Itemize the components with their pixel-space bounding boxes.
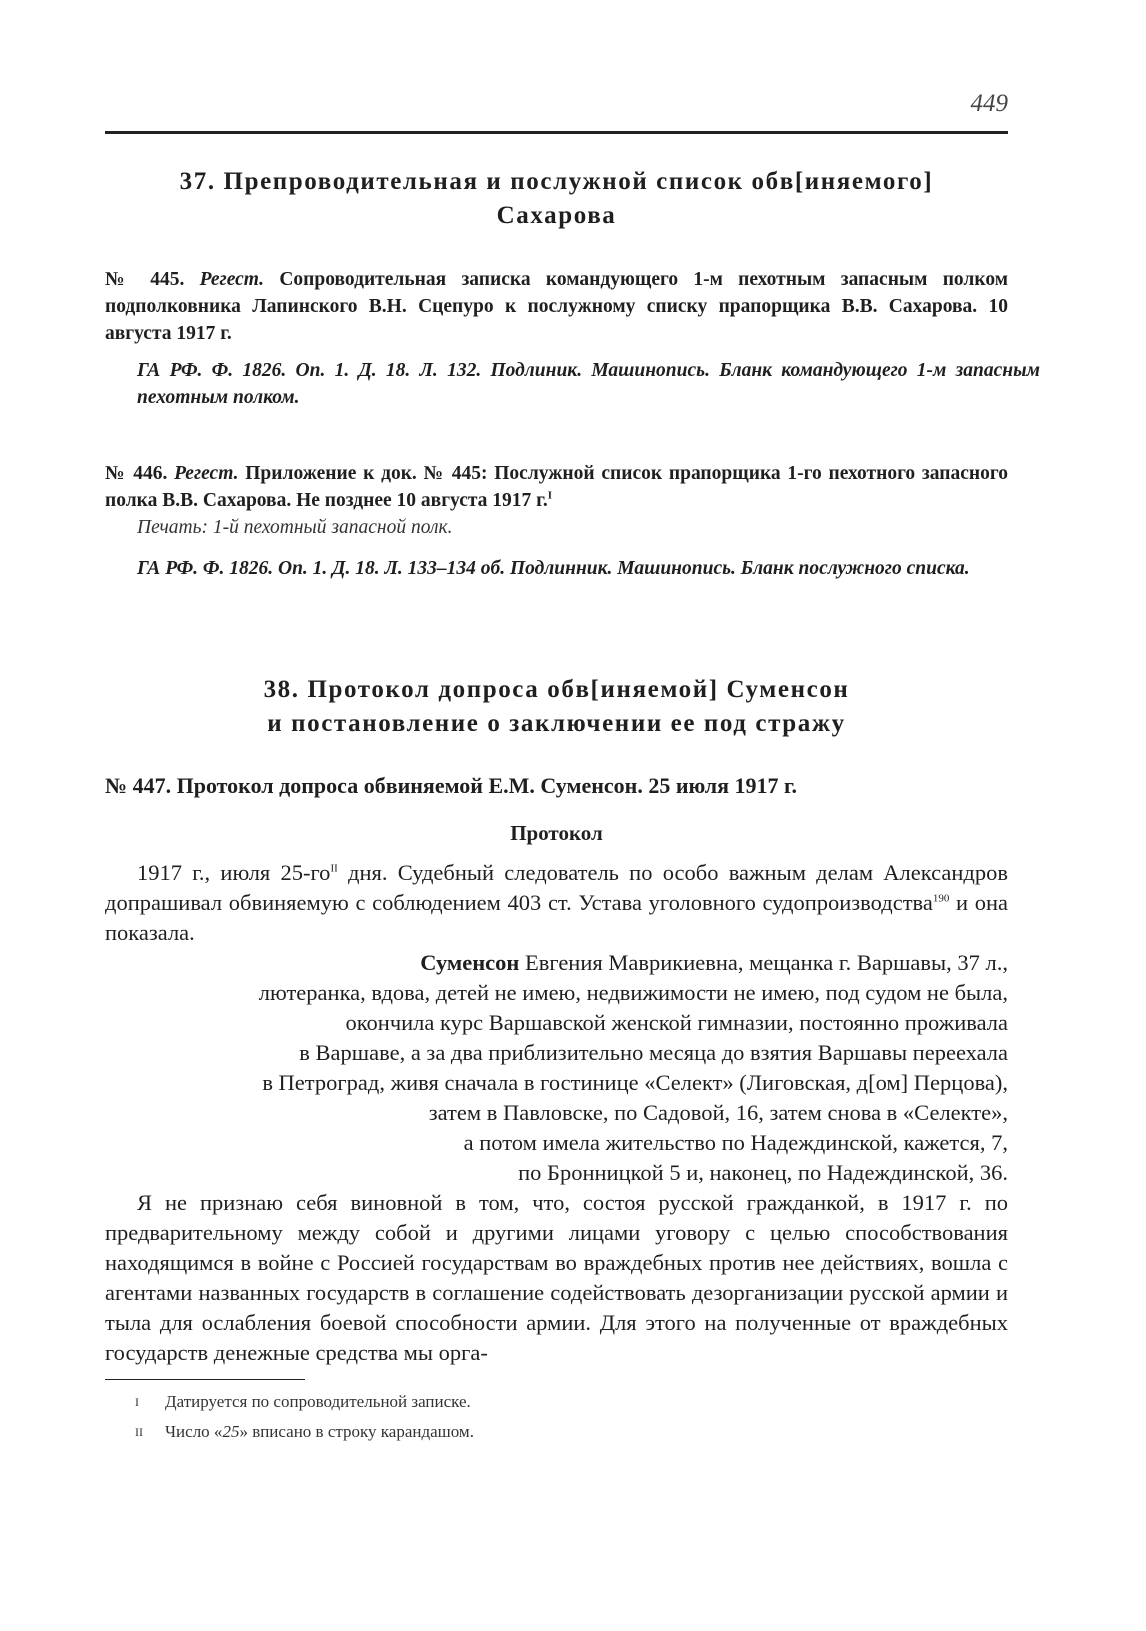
section-38-title-line1: 38. Протокол допроса обв[иняемой] Суменсон — [263, 676, 850, 703]
footnote-2-mark: II — [135, 1425, 143, 1439]
para1-text-a: 1917 г., июля 25-го — [137, 860, 331, 885]
doc-445-text: Сопроводительная записка командующего 1-м пехотным запасным полком подполковника Лапинского В.Н. Сцепуро к послужному списку прапорщика В.В. Сахарова. 10 августа 1917 г. — [105, 269, 1009, 344]
doc-445-regest — [105, 266, 1008, 347]
section-37-title-line1: 37. Препроводительная и послужной список обв[иняемого] — [179, 168, 934, 195]
doc-445-type: Регест. — [199, 269, 265, 290]
doc-445-source: ГА РФ. Ф. 1826. Оп. 1. Д. 18. Л. 132. Подлиник. Машинопись. Бланк командующего 1-м запасным пехотным полком. — [137, 360, 1040, 408]
footnote-rule — [105, 1379, 305, 1380]
protocol-paragraph-2: Я не признаю себя виновной в том, что, состоя русской гражданкой, в 1917 г. по предварительному между собой и другими лицами уговору с целью способствования находящимся в войне с Россией государствам во враждебных против нее действиях, вошла с агентами названных государств в соглашение содействовать дезорганизации русской армии и тыла для ослабления боевой способности армии. Для этого на полученные от враждебных государств денежные средства мы орга- — [105, 1190, 1008, 1365]
bio-line: по Бронницкой 5 и, наконец, по Надеждинской, 36. — [518, 1160, 1008, 1185]
bio-line: окончила курс Варшавской женской гимназии, постоянно проживала — [345, 1010, 1008, 1035]
endnote-ref-190: 190 — [932, 892, 950, 905]
bio-line: лютеранка, вдова, детей не имею, недвижимости не имею, под судом не была, — [258, 980, 1008, 1005]
section-37-title — [105, 165, 1008, 233]
footnote-1-text: Датируется по сопроводительной записке. — [165, 1392, 471, 1411]
footnote-1-mark: I — [135, 1395, 139, 1409]
footnote-1 — [105, 1391, 471, 1413]
defendant-name: Суменсон — [420, 950, 520, 975]
doc-446-type: Регест. — [174, 463, 239, 484]
bio-line: Суменсон Евгения Маврикиевна, мещанка г. Варшавы, 37 л., — [420, 950, 1008, 975]
doc-446-text: Приложение к док. № 445: Послужной список прапорщика 1-го пехотного запасного полка В.В. Сахарова. Не позднее 10 августа 1917 г. — [105, 463, 1009, 511]
footnote-2: II Число «25» вписано в строку карандашом. — [105, 1421, 474, 1443]
section-38-title — [105, 673, 1008, 741]
doc-446-stamp: Печать: 1-й пехотный запасной полк. — [137, 517, 453, 538]
defendant-bio — [105, 948, 1008, 1188]
header-rule — [105, 131, 1008, 134]
doc-445-number: № 445. — [105, 269, 185, 290]
section-38-title-line2: и постановление о заключении ее под стражу — [267, 710, 846, 737]
protocol-paragraph-1 — [105, 858, 1008, 948]
para1-text-b: дня. Судебный следователь по особо важным делам Александров допрашивал обвиняемую с соблюдением 403 ст. Устава уголовного судопроизводства — [105, 860, 1009, 915]
bio-line: а потом имела жительство по Надеждинской, кажется, 7, — [463, 1130, 1008, 1155]
bio-line: в Варшаве, а за два приблизительно месяца до взятия Варшавы переехала — [299, 1040, 1008, 1065]
page-number: 449 — [970, 90, 1008, 117]
protocol-heading: Протокол — [510, 821, 603, 845]
doc-446-source: ГА РФ. Ф. 1826. Оп. 1. Д. 18. Л. 133–134 об. Подлинник. Машинопись. Бланк послужного списка. — [137, 558, 970, 579]
footnote-ref-2: II — [330, 862, 338, 875]
section-37-title-line2: Сахарова — [496, 202, 617, 229]
doc-447-heading: № 447. Протокол допроса обвиняемой Е.М. Суменсон. 25 июля 1917 г. — [105, 773, 798, 798]
para1-text-c: и она показала. — [105, 890, 1008, 945]
doc-446-number: № 446. — [105, 463, 168, 484]
bio-line: в Петроград, живя сначала в гостинице «Селект» (Лиговская, д[ом] Перцова), — [262, 1070, 1008, 1095]
doc-446-regest — [105, 460, 1008, 514]
footnote-ref-1: I — [547, 489, 552, 502]
bio-line: затем в Павловске, по Садовой, 16, затем снова в «Селекте», — [428, 1100, 1008, 1125]
